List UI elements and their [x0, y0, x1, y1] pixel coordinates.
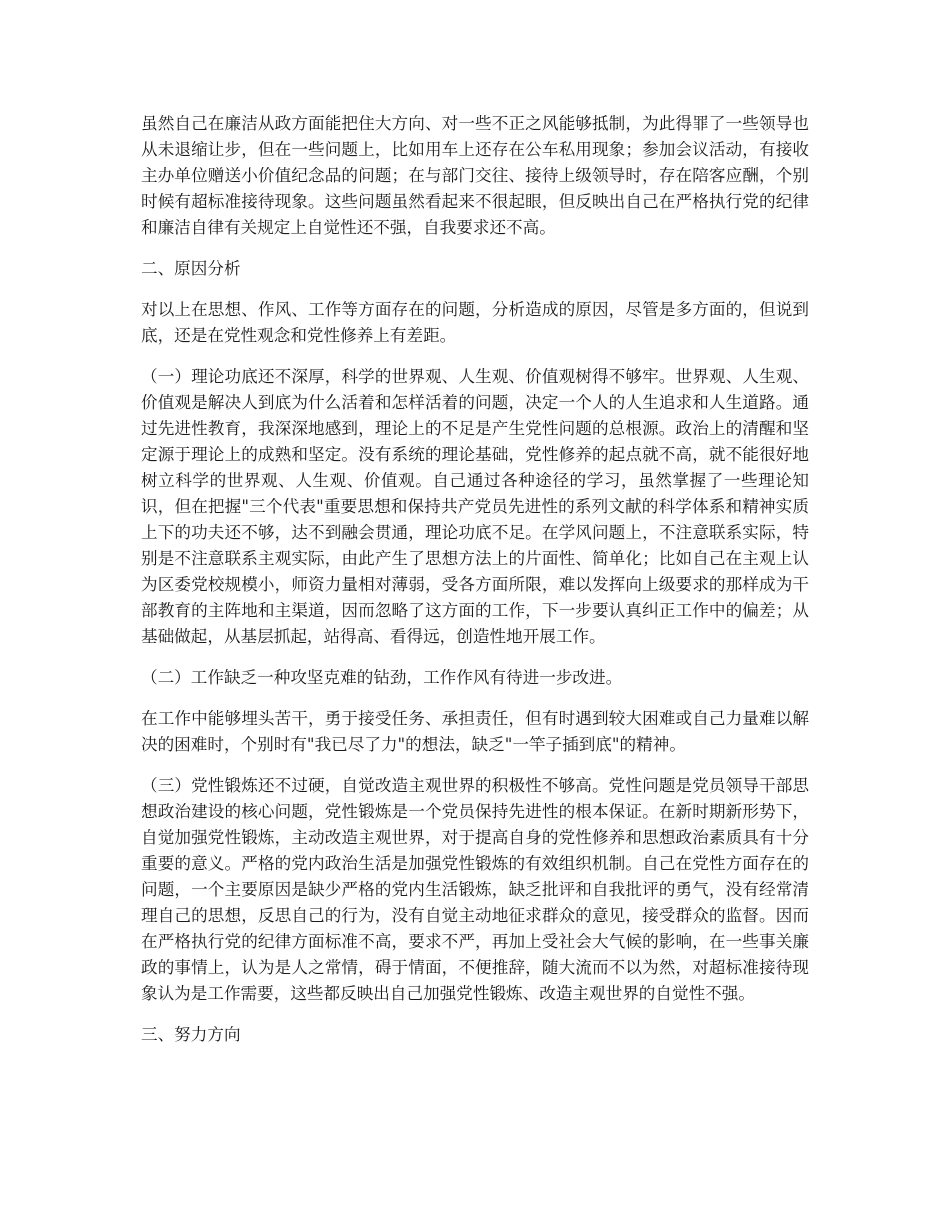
paragraph-cause-summary: 对以上在思想、作风、工作等方面存在的问题，分析造成的原因，尽管是多方面的，但说到底，还是在党性观念和党性修养上有差距。 — [141, 300, 809, 345]
paragraph-integrity-issues: 虽然自己在廉洁从政方面能把住大方向、对一些不正之风能够抵制，为此得罪了一些领导也从未退缩让步，但在一些问题上，比如用车上还存在公车私用现象；参加会议活动，有接收主办单位赠送小价值纪念品的问题；在与部门交往、接待上级领导时，存在陪客应酬，个别时候有超标准接待现象。这些问题虽然看起来不很起眼，但反映出自己在严格执行党的纪律和廉洁自律有关规定上自觉性还不强，自我要求还不高。 — [141, 114, 809, 237]
paragraph-party-spirit: （三）党性锻炼还不过硬，自觉改造主观世界的积极性不够高。党性问题是党员领导干部思想政治建设的核心问题，党性锻炼是一个党员保持先进性的根本保证。在新时期新形势下，自觉加强党性锻炼，主动改造主观世界，对于提高自身的党性修养和思想政治素质具有十分重要的意义。严格的党内政治生活是加强党性锻炼的有效组织机制。自己在党性方面存在的问题，一个主要原因是缺少严格的党内生活锻炼，缺乏批评和自我批评的勇气，没有经常清理自己的思想，反思自己的行为，没有自觉主动地征求群众的意见，接受群众的监督。因而在严格执行党的纪律方面标准不高，要求不严，再加上受社会大气候的影响，在一些事关廉政的事情上，认为是人之常情，碍于情面，不便推辞，随大流而不以为然，对超标准接待现象认为是工作需要，这些都反映出自己加强党性锻炼、改造主观世界的自觉性不强。 — [141, 776, 809, 1003]
section-heading-direction: 三、努力方向 — [141, 1025, 241, 1044]
subheading-work-style: （二）工作缺乏一种攻坚克难的钻劲，工作作风有待进一步改进。 — [141, 668, 623, 687]
paragraph-work-style: 在工作中能够埋头苦干，勇于接受任务、承担责任，但有时遇到较大困难或自己力量难以解决的困难时，个别时有"我已尽了力"的想法，缺乏"一竿子插到底"的精神。 — [141, 709, 809, 754]
section-heading-cause-analysis: 二、原因分析 — [141, 259, 241, 278]
document-body — [141, 111, 809, 1063]
paragraph-theory-foundation: （一）理论功底还不深厚，科学的世界观、人生观、价值观树得不够牢。世界观、人生观、价值观是解决人到底为什么活着和怎样活着的问题，决定一个人的人生追求和人生道路。通过先进性教育，我深深地感到，理论上的不足是产生党性问题的总根源。政治上的清醒和坚定源于理论上的成熟和坚定。没有系统的理论基础，党性修养的起点就不高，就不能很好地树立科学的世界观、人生观、价值观。自己通过各种途径的学习，虽然掌握了一些理论知识，但在把握"三个代表"重要思想和保持共产党员先进性的系列文献的科学体系和精神实质上下的功夫还不够，达不到融会贯通，理论功底不足。在学风问题上，不注意联系实际，特别是不注意联系主观实际，由此产生了思想方法上的片面性、简单化；比如自己在主观上认为区委党校规模小，师资力量相对薄弱，受各方面所限，难以发挥向上级要求的那样成为干部教育的主阵地和主渠道，因而忽略了这方面的工作，下一步要认真纠正工作中的偏差；从基础做起，从基层抓起，站得高、看得远，创造性地开展工作。 — [141, 367, 809, 646]
